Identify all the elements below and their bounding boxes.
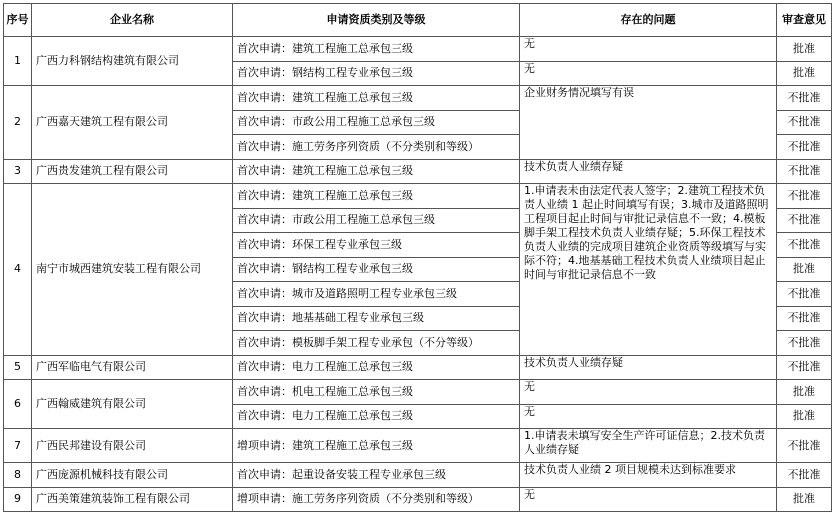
issue-text: 无	[520, 487, 777, 512]
row-number: 8	[4, 463, 32, 488]
application-type: 首次申请：建筑工程施工总承包三级	[233, 86, 520, 111]
issue-text: 无	[520, 380, 777, 405]
application-type: 首次申请：市政公用工程施工总承包三级	[233, 110, 520, 135]
review-opinion: 批准	[777, 404, 832, 429]
review-opinion: 不批准	[777, 282, 832, 307]
header-issues: 存在的问题	[520, 4, 777, 37]
review-opinion: 批准	[777, 37, 832, 62]
review-opinion: 不批准	[777, 233, 832, 258]
application-type: 首次申请：钢结构工程专业承包三级	[233, 257, 520, 282]
application-type: 首次申请：机电工程施工总承包三级	[233, 380, 520, 405]
application-type: 首次申请：电力工程施工总承包三级	[233, 404, 520, 429]
table-row	[4, 380, 832, 405]
row-number: 9	[4, 487, 32, 512]
issue-text: 1.申请表未由法定代表人签字；2.建筑工程技术负责人业绩 1 起止时间填写有误；3.城市及道路照明工程项目起止时间与审批记录信息不一致；4.模板脚手架工程技术负责人业绩存疑；5.环保工程技术负责人业绩的完成项目建筑企业资质等级填写与实际不符；4.地基基础工程技术负责人业绩项目起止时间与审批记录信息不一致	[520, 184, 777, 356]
row-number: 6	[4, 380, 32, 429]
application-type: 首次申请：建筑工程施工总承包三级	[233, 159, 520, 184]
table-row	[4, 86, 832, 111]
application-type: 首次申请：环保工程专业承包三级	[233, 233, 520, 258]
review-opinion: 批准	[777, 61, 832, 86]
row-number: 3	[4, 159, 32, 184]
issue-text: 技术负责人业绩 2 项目规模未达到标准要求	[520, 463, 777, 488]
review-opinion: 不批准	[777, 208, 832, 233]
application-type: 首次申请：地基基础工程专业承包三级	[233, 306, 520, 331]
review-opinion: 批准	[777, 380, 832, 405]
review-opinion: 不批准	[777, 306, 832, 331]
company-name: 广西贵发建筑工程有限公司	[32, 159, 233, 184]
issue-text: 无	[520, 61, 777, 86]
row-number: 1	[4, 37, 32, 86]
issue-text: 技术负责人业绩存疑	[520, 355, 777, 380]
company-name: 广西嘉天建筑工程有限公司	[32, 86, 233, 160]
application-type: 首次申请：城市及道路照明工程专业承包三级	[233, 282, 520, 307]
company-name: 广西翰威建筑有限公司	[32, 380, 233, 429]
table-row	[4, 487, 832, 512]
application-type: 增项申请：施工劳务序列资质（不分类别和等级）	[233, 487, 520, 512]
issue-text: 企业财务情况填写有误	[520, 86, 777, 160]
header-row	[4, 4, 832, 37]
review-opinion: 批准	[777, 487, 832, 512]
table-row	[4, 184, 832, 209]
review-opinion: 不批准	[777, 86, 832, 111]
company-name: 广西民邦建设有限公司	[32, 429, 233, 463]
issue-text: 技术负责人业绩存疑	[520, 159, 777, 184]
header-no: 序号	[4, 4, 32, 37]
company-name: 广西力科钢结构建筑有限公司	[32, 37, 233, 86]
issue-text: 1.申请表未填写安全生产许可证信息；2.技术负责人业绩存疑	[520, 429, 777, 463]
review-opinion: 不批准	[777, 159, 832, 184]
issue-text: 无	[520, 404, 777, 429]
row-number: 4	[4, 184, 32, 356]
review-table	[3, 3, 832, 512]
review-opinion: 不批准	[777, 429, 832, 463]
application-type: 首次申请：电力工程施工总承包三级	[233, 355, 520, 380]
application-type: 首次申请：模板脚手架工程专业承包（不分等级）	[233, 331, 520, 356]
issue-text: 无	[520, 37, 777, 62]
review-opinion: 不批准	[777, 463, 832, 488]
table-row	[4, 355, 832, 380]
company-name: 广西军临电气有限公司	[32, 355, 233, 380]
header-company: 企业名称	[32, 4, 233, 37]
application-type: 首次申请：施工劳务序列资质（不分类别和等级）	[233, 135, 520, 160]
table-row	[4, 37, 832, 62]
table-row	[4, 159, 832, 184]
application-type: 首次申请：市政公用工程施工总承包三级	[233, 208, 520, 233]
review-opinion: 不批准	[777, 135, 832, 160]
table-row	[4, 429, 832, 463]
review-opinion: 不批准	[777, 110, 832, 135]
application-type: 首次申请：建筑工程施工总承包三级	[233, 184, 520, 209]
review-opinion: 不批准	[777, 184, 832, 209]
company-name: 广西美策建筑装饰工程有限公司	[32, 487, 233, 512]
company-name: 广西庞源机械科技有限公司	[32, 463, 233, 488]
review-opinion: 批准	[777, 257, 832, 282]
company-name: 南宁市城西建筑安装工程有限公司	[32, 184, 233, 356]
row-number: 5	[4, 355, 32, 380]
application-type: 增项申请：建筑工程施工总承包三级	[233, 429, 520, 463]
row-number: 2	[4, 86, 32, 160]
application-type: 首次申请：建筑工程施工总承包三级	[233, 37, 520, 62]
table-row	[4, 463, 832, 488]
review-opinion: 不批准	[777, 355, 832, 380]
header-application: 申请资质类别及等级	[233, 4, 520, 37]
review-opinion: 不批准	[777, 331, 832, 356]
application-type: 首次申请：钢结构工程专业承包三级	[233, 61, 520, 86]
application-type: 首次申请：起重设备安装工程专业承包三级	[233, 463, 520, 488]
header-opinion: 审查意见	[777, 4, 832, 37]
row-number: 7	[4, 429, 32, 463]
